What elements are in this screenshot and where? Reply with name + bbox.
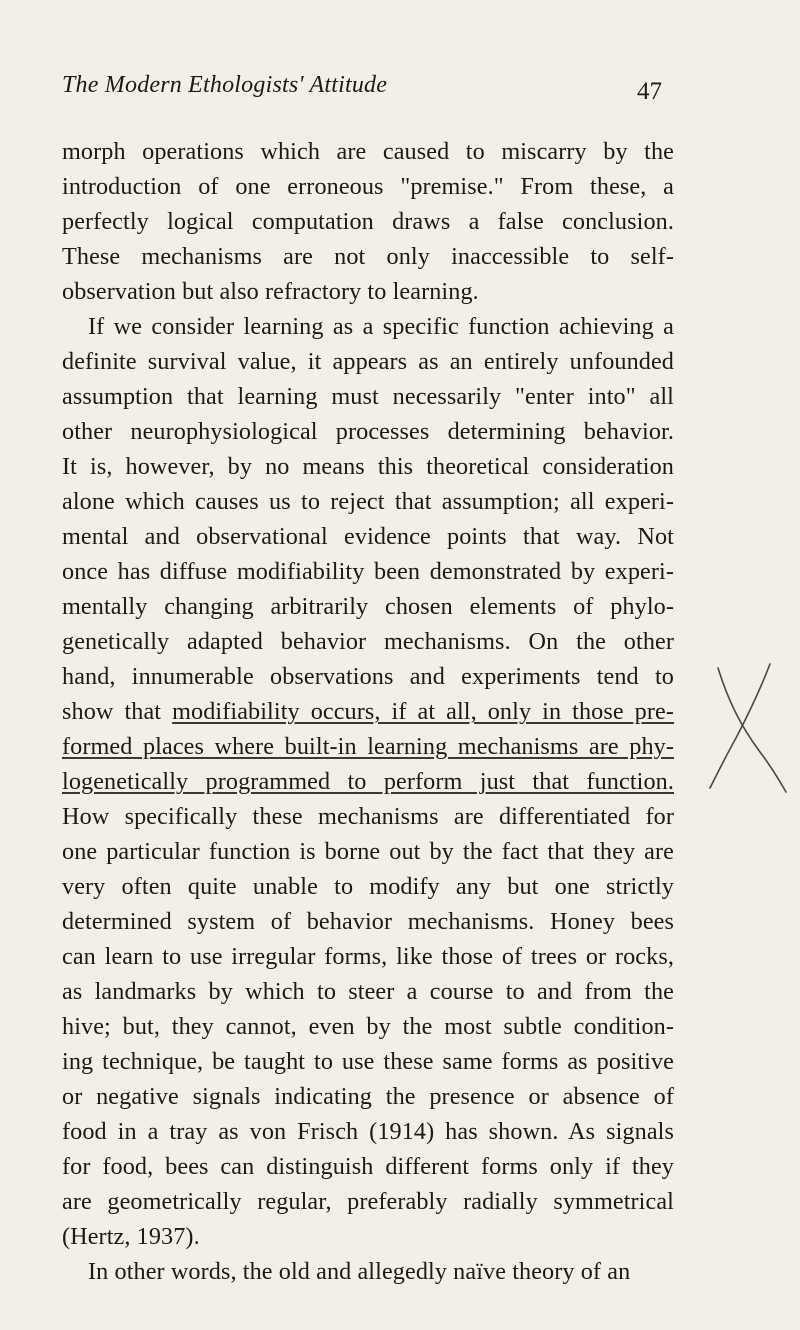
underlined-passage: formed places where built-in learning mechanisms are phy- [62,733,674,760]
text-line: ing technique, be taught to use these same forms as positive [62,1048,674,1075]
text-line: one particular function is borne out by the fact that they are [62,838,674,865]
text-line: other neurophysiological processes determining behavior. [62,418,674,445]
text-line: perfectly logical computation draws a false conclusion. [62,208,674,235]
text-line: definite survival value, it appears as an entirely unfounded [62,348,674,375]
text-line-underlined [62,729,674,764]
text-line: assumption that learning must necessarily "enter into" all [62,383,674,410]
text-line: for food, bees can distinguish different forms only if they [62,1153,674,1180]
text-line: morph operations which are caused to miscarry by the [62,138,674,165]
text-line: once has diffuse modifiability been demonstrated by experi- [62,558,674,585]
text-line: mentally changing arbitrarily chosen elements of phylo- [62,593,674,620]
text-line: food in a tray as von Frisch (1914) has shown. As signals [62,1118,674,1145]
running-head: The Modern Ethologists' Attitude [62,72,388,98]
text-line: genetically adapted behavior mechanisms. On the other [62,628,674,655]
body-text [62,134,674,1289]
text-line: can learn to use irregular forms, like those of trees or rocks, [62,943,674,970]
text-line: mental and observational evidence points that way. Not [62,523,674,550]
text-line: hive; but, they cannot, even by the most subtle condition- [62,1013,674,1040]
text-line-underlined [62,764,674,799]
text-line-underlined-start [62,694,674,729]
underlined-passage: logenetically programmed to perform just that function. [62,768,674,795]
text-line: These mechanisms are not only inaccessible to self- [62,243,674,270]
underlined-passage: modifiability occurs, if at all, only in those pre- [172,698,674,725]
text-line: hand, innumerable observations and experiments tend to [62,663,674,690]
text-line: are geometrically regular, preferably radially symmetrical [62,1188,674,1215]
text-line: (Hertz, 1937). [62,1223,200,1250]
line-prefix: show that [62,698,173,725]
page-header [62,68,662,108]
text-line: introduction of one erroneous "premise." From these, a [62,173,674,200]
text-line: very often quite unable to modify any but one strictly [62,873,674,900]
margin-x-mark-icon [700,660,790,800]
text-line: or negative signals indicating the presence or absence of [62,1083,674,1110]
text-line: If we consider learning as a specific function achieving a [88,313,674,340]
text-line: observation but also refractory to learning. [62,278,479,305]
text-line: In other words, the old and allegedly naïve theory of an [88,1258,631,1285]
text-line: determined system of behavior mechanisms. Honey bees [62,908,674,935]
text-line: How specifically these mechanisms are differentiated for [62,803,674,830]
text-line: alone which causes us to reject that assumption; all experi- [62,488,674,515]
text-line: as landmarks by which to steer a course to and from the [62,978,674,1005]
page-number: 47 [637,78,662,105]
text-line: It is, however, by no means this theoretical consideration [62,453,674,480]
